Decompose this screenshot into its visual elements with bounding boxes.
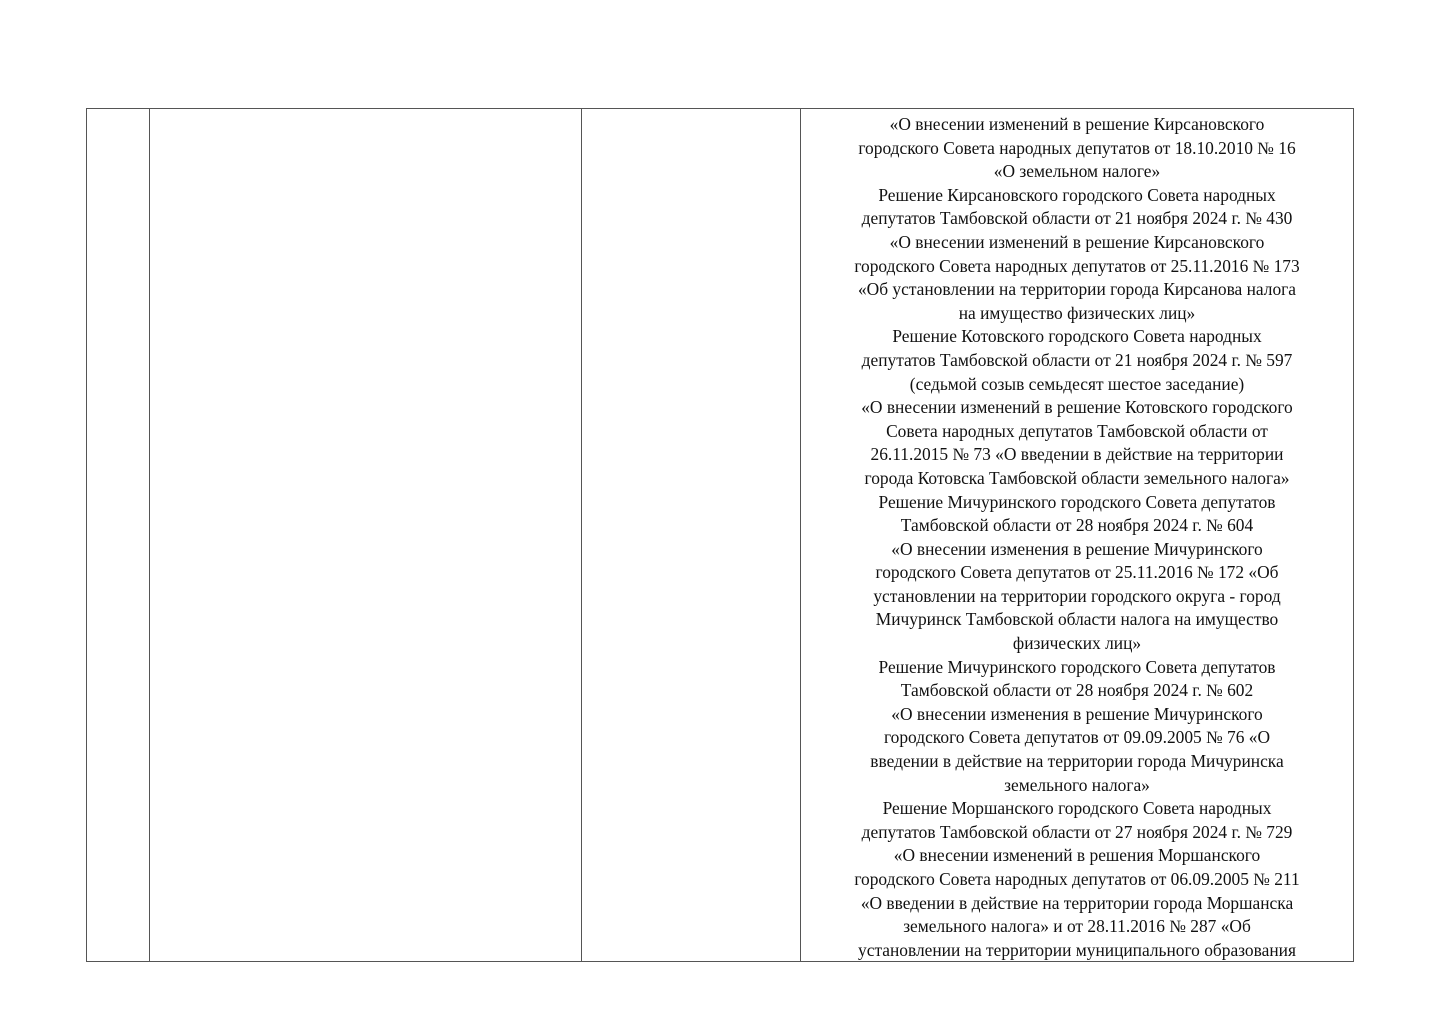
text-line: «Об установлении на территории города Кирсанова налога [857, 279, 1297, 300]
text-line: «О внесении изменений в решение Кирсановского [889, 114, 1265, 134]
text-line: Совета народных депутатов Тамбовской области от [886, 420, 1268, 441]
text-line: города Котовска Тамбовской области земельного налога» [864, 467, 1290, 488]
text-line: (седьмой созыв семьдесят шестое заседание) [909, 373, 1245, 394]
text-line: «О внесении изменения в решение Мичуринского [891, 538, 1263, 559]
text-line: 26.11.2015 № 73 «О введении в действие на территории [870, 444, 1284, 465]
text-line: депутатов Тамбовской области от 21 ноября 2024 г. № 597 [861, 349, 1293, 370]
text-line: городского Совета депутатов от 25.11.2016 № 172 «Об [875, 562, 1279, 583]
text-line: Решение Мичуринского городского Совета депутатов [878, 491, 1276, 512]
text-line: «О внесении изменений в решения Моршанского [893, 845, 1261, 866]
text-line: физических лиц» [1012, 633, 1142, 654]
text-line: депутатов Тамбовской области от 27 ноября 2024 г. № 729 [861, 821, 1293, 842]
text-line: депутатов Тамбовской области от 21 ноября 2024 г. № 430 [861, 208, 1293, 229]
text-line: установлении на территории муниципального образования [858, 939, 1296, 960]
text-line: Решение Кирсановского городского Совета народных [878, 184, 1276, 205]
text-line: городского Совета народных депутатов от 18.10.2010 № 16 [858, 137, 1296, 158]
text-line: Тамбовской области от 28 ноября 2024 г. № 604 [900, 515, 1254, 536]
table-cell-column-2 [150, 109, 582, 961]
text-line: введении в действие на территории города Мичуринска [870, 751, 1284, 772]
text-line: «О введении в действие на территории города Моршанска [860, 892, 1294, 913]
text-line: Решение Котовского городского Совета народных [892, 326, 1262, 347]
table-cell-column-3 [582, 109, 801, 961]
text-line: Тамбовской области от 28 ноября 2024 г. № 602 [900, 680, 1254, 701]
text-line: на имущество физических лиц» [958, 302, 1196, 323]
text-line: установлении на территории городского округа - город [873, 585, 1281, 606]
text-line: «О внесении изменения в решение Мичуринского [891, 703, 1263, 724]
text-line: земельного налога» и от 28.11.2016 № 287 «Об [903, 916, 1251, 937]
text-line: городского Совета народных депутатов от 25.11.2016 № 173 [854, 255, 1300, 276]
text-line: «О внесении изменений в решение Кирсановского [889, 231, 1265, 252]
table-cell-documents [801, 109, 1353, 961]
table-cell-number [87, 109, 150, 961]
text-line: Решение Моршанского городского Совета народных [882, 798, 1272, 819]
text-line: Мичуринск Тамбовской области налога на имущество [875, 609, 1279, 630]
text-line: «О земельном налоге» [993, 161, 1161, 182]
text-line: земельного налога» [1004, 774, 1150, 795]
document-table [86, 108, 1354, 962]
text-line: Решение Мичуринского городского Совета депутатов [878, 656, 1276, 677]
text-line: городского Совета депутатов от 09.09.2005 № 76 «О [883, 727, 1271, 748]
text-line: «О внесении изменений в решение Котовского городского [861, 397, 1293, 418]
text-line: городского Совета народных депутатов от 06.09.2005 № 211 [854, 869, 1300, 889]
